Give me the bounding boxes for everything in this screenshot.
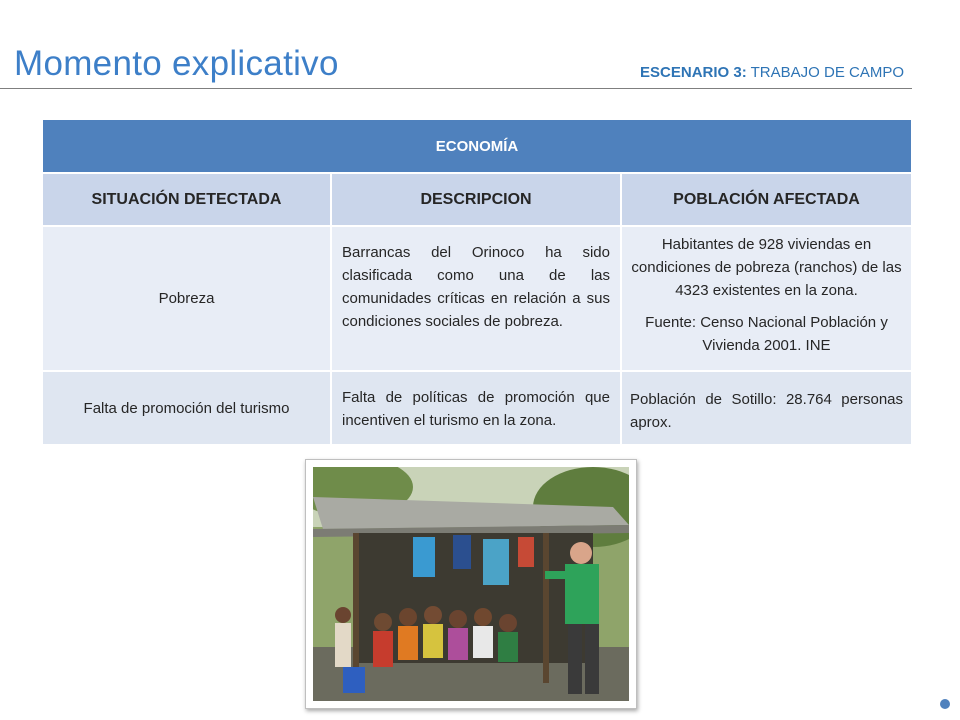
descripcion-cell: Barrancas del Orinoco ha sido clasificada como una de las comunidades críticas en relación a sus condiciones sociales de pobreza. [331, 226, 621, 371]
situacion-cell: Pobreza [42, 226, 331, 371]
page-title: Momento explicativo [14, 44, 339, 83]
poblacion-text: Habitantes de 928 viviendas en condiciones de pobreza (ranchos) de las 4323 existentes en la zona. [631, 236, 902, 299]
column-header-descripcion: DESCRIPCION [331, 173, 621, 226]
descripcion-cell: Falta de políticas de promoción que incentiven el turismo en la zona. [331, 371, 621, 445]
poblacion-cell: Población de Sotillo: 28.764 personas aprox. [621, 371, 912, 445]
scenario-number: ESCENARIO 3: [640, 64, 747, 81]
scenario-name: TRABAJO DE CAMPO [750, 64, 904, 81]
situacion-cell: Falta de promoción del turismo [42, 371, 331, 445]
slide-marker-dot [940, 699, 950, 709]
field-photo [305, 459, 637, 709]
title-divider [0, 88, 912, 89]
source-note: Fuente: Censo Nacional Población y Vivienda 2001. INE [645, 314, 888, 354]
column-header-situacion: SITUACIÓN DETECTADA [42, 173, 331, 226]
table-row [42, 371, 912, 445]
poblacion-cell [621, 226, 912, 371]
column-header-poblacion: POBLACIÓN AFECTADA [621, 173, 912, 226]
economy-table [41, 118, 913, 446]
table-title: ECONOMÍA [42, 119, 912, 173]
field-photo-image [313, 467, 629, 701]
table-row [42, 226, 912, 371]
scenario-label [640, 64, 904, 81]
